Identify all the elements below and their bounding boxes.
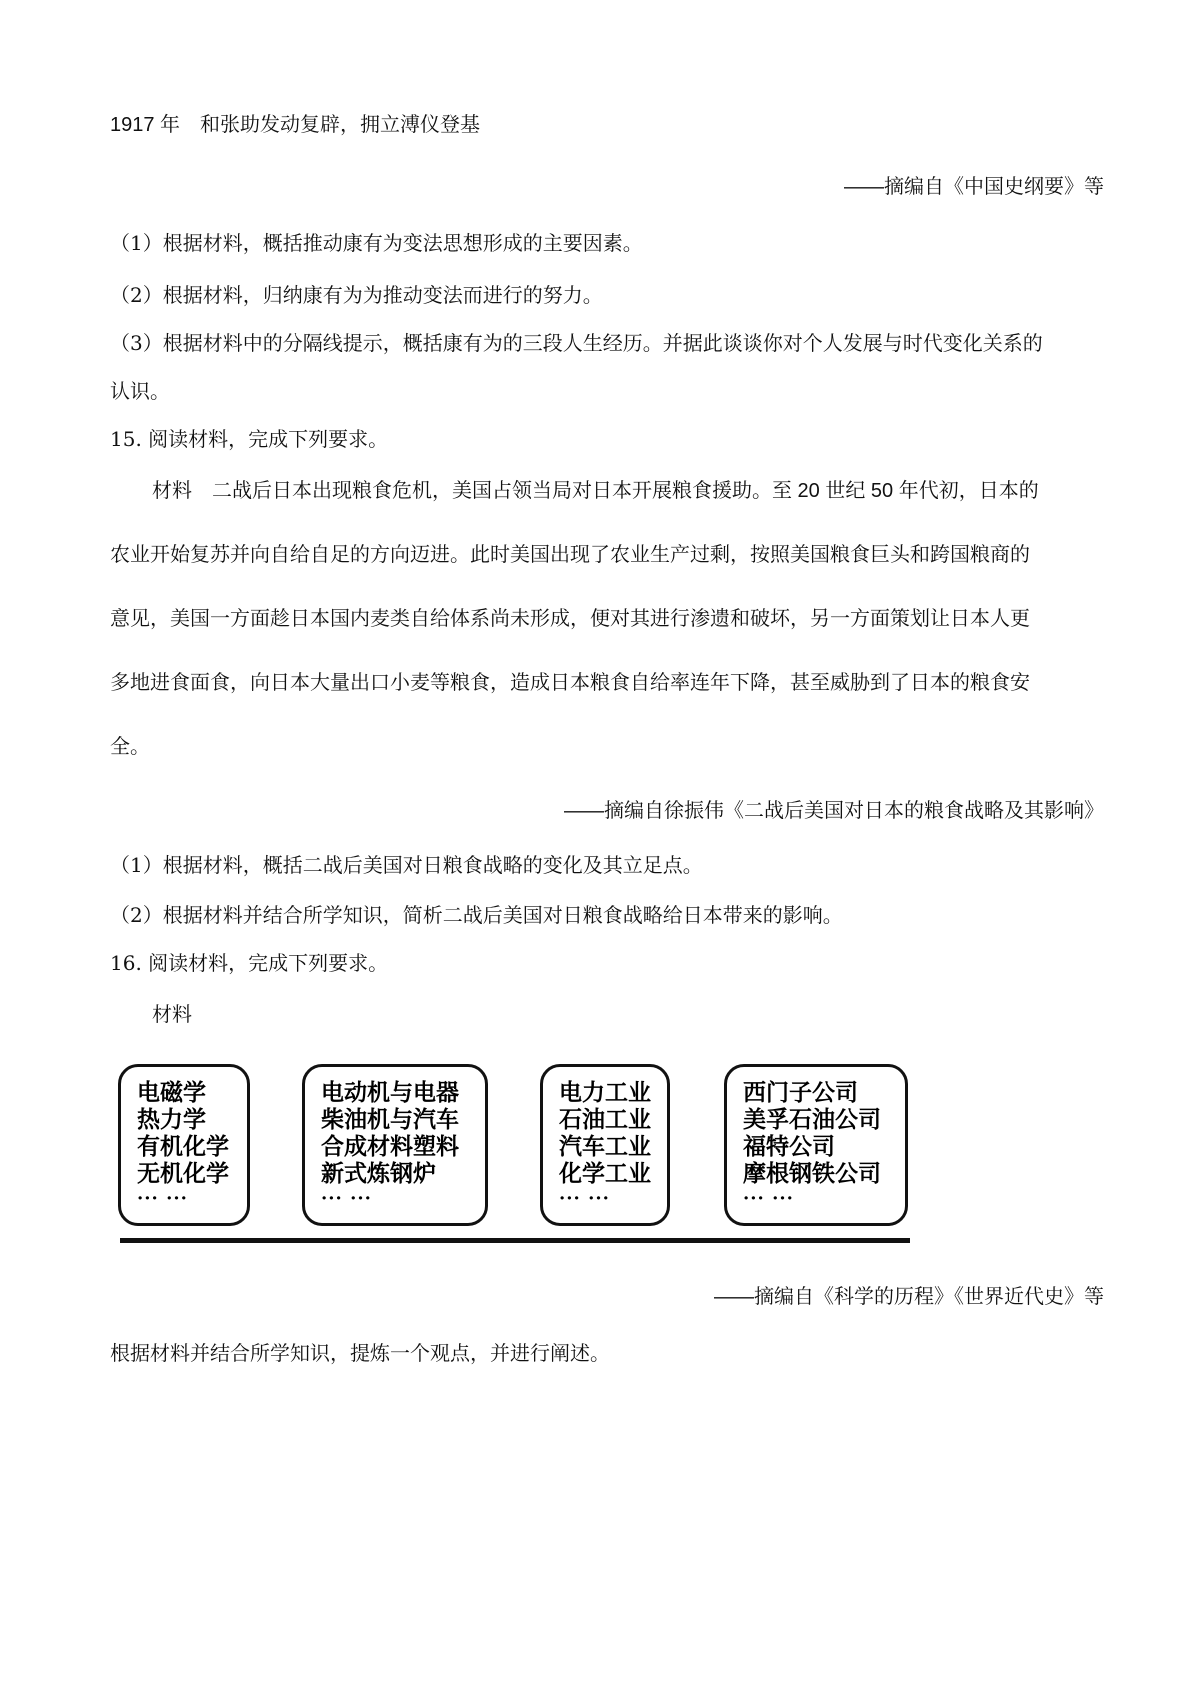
question-16-heading: 16. 阅读材料，完成下列要求。 [110,951,389,975]
box-item: 合成材料塑料 [321,1133,459,1160]
material-15-line-4: 多地进食面食，向日本大量出口小麦等粮食，造成日本粮食自给率连年下降，甚至威胁到了日本的粮食安 [110,672,1030,694]
question-15-heading: 15. 阅读材料，完成下列要求。 [110,427,389,451]
box-item: 西门子公司 [743,1079,858,1106]
timeline-baseline [120,1238,910,1243]
material-15-line-5: 全。 [110,736,150,758]
box-technology [302,1064,488,1226]
question-16-prompt: 根据材料并结合所学知识，提炼一个观点，并进行阐述。 [110,1341,610,1365]
question-15-1: （1）根据材料，概括二战后美国对日粮食战略的变化及其立足点。 [110,853,703,877]
box-item: 福特公司 [743,1133,835,1160]
question-14-1: （1）根据材料，概括推动康有为变法思想形成的主要因素。 [110,231,643,255]
box-item: 美孚石油公司 [743,1106,881,1133]
material-15-line-3: 意见，美国一方面趁日本国内麦类自给体系尚未形成，便对其进行渗遗和破坏，另一方面策划让日本人更 [110,608,1030,630]
question-15-2: （2）根据材料并结合所学知识，简析二战后美国对日粮食战略给日本带来的影响。 [110,903,843,927]
box-item: 电磁学 [137,1079,206,1106]
box-item: 化学工业 [559,1160,651,1187]
box-item: 电动机与电器 [321,1079,459,1106]
source-citation-15: ——摘编自徐振伟《二战后美国对日本的粮食战略及其影响》 [564,800,1104,822]
source-citation-16: ——摘编自《科学的历程》《世界近代史》等 [714,1286,1104,1308]
box-science [118,1064,250,1226]
material-15-line-2: 农业开始复苏并向自给自足的方向迈进。此时美国出现了农业生产过剩，按照美国粮食巨头和跨国粮商的 [110,544,1030,566]
box-item: 电力工业 [559,1079,651,1106]
ellipsis: ··· ··· [321,1188,372,1209]
box-item: 摩根钢铁公司 [743,1160,881,1187]
box-item: 无机化学 [137,1160,229,1187]
question-14-2: （2）根据材料，归纳康有为为推动变法而进行的努力。 [110,283,603,307]
material-15-line-1: 材料 二战后日本出现粮食危机，美国占领当局对日本开展粮食援助。至 20 世纪 50 年代初，日本的 [152,480,1039,502]
material-line-1917: 1917 年 和张助发动复辟，拥立溥仪登基 [110,114,481,136]
ellipsis: ··· ··· [137,1188,188,1209]
ellipsis: ··· ··· [743,1188,794,1209]
ellipsis: ··· ··· [559,1188,610,1209]
box-item: 石油工业 [559,1106,651,1133]
box-item: 热力学 [137,1106,206,1133]
box-item: 柴油机与汽车 [321,1106,459,1133]
source-citation-1: ——摘编自《中国史纲要》等 [844,176,1104,198]
box-item: 汽车工业 [559,1133,651,1160]
question-14-3-line-1: （3）根据材料中的分隔线提示，概括康有为的三段人生经历。并据此谈谈你对个人发展与时代变化关系的 [110,331,1043,355]
box-companies [724,1064,908,1226]
box-item: 有机化学 [137,1133,229,1160]
question-14-3-line-2: 认识。 [110,379,170,403]
material-16-label: 材料 [152,1004,192,1026]
box-item: 新式炼钢炉 [321,1160,436,1187]
box-industry [540,1064,670,1226]
